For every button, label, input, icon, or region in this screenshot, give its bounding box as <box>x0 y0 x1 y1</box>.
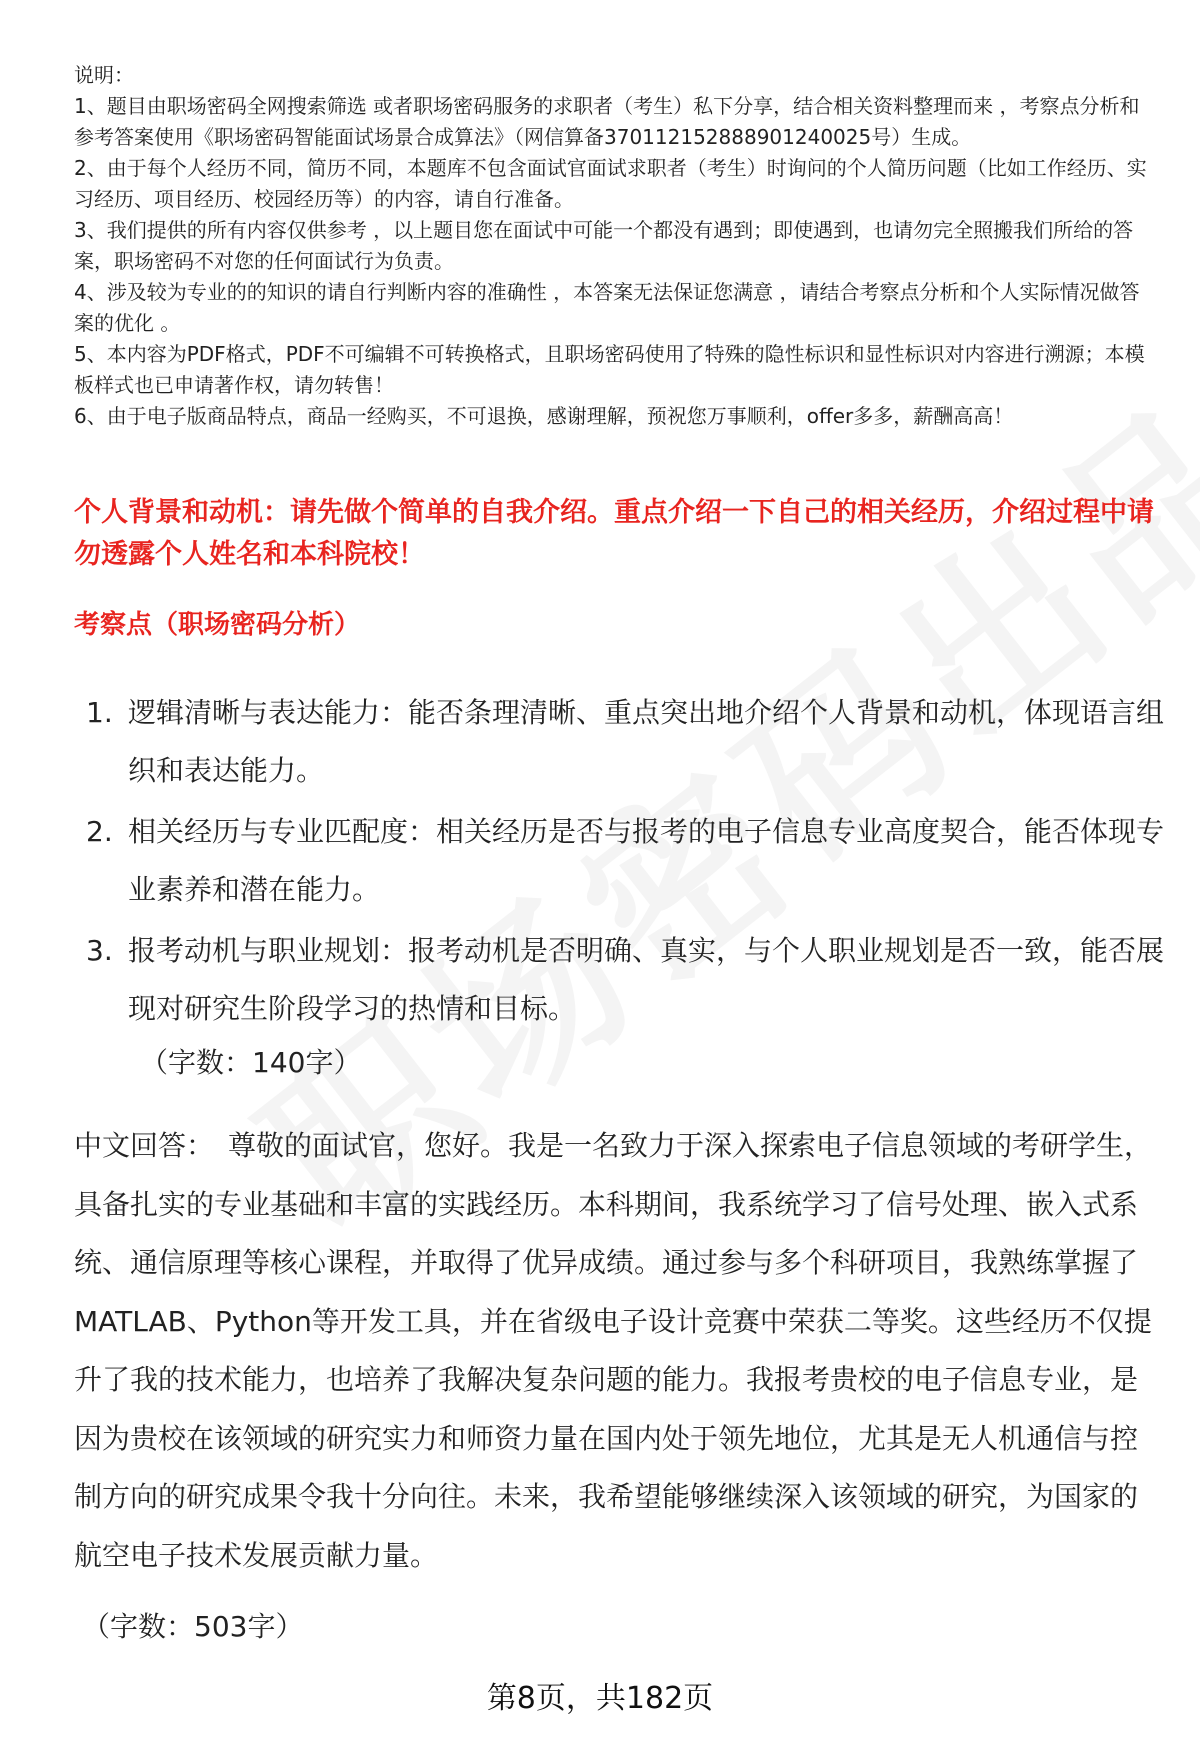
analysis-point <box>74 803 1164 919</box>
notes-section <box>74 60 1154 432</box>
analysis-point <box>74 684 1164 800</box>
analysis-word-count: （字数：140字） <box>140 1046 362 1079</box>
answer-label: 中文回答： <box>74 1129 215 1162</box>
answer-text: 尊敬的面试官，您好。我是一名致力于深入探索电子信息领域的考研学生，具备扎实的专业基础和丰富的实践经历。本科期间，我系统学习了信号处理、嵌入式系统、通信原理等核心课程，并取得了优异成绩。通过参与多个科研项目，我熟练掌握了MATLAB、Python等开发工具，并在省级电子设计竞赛中荣获二等奖。这些经历不仅提升了我的技术能力，也培养了我解决复杂问题的能力。我报考贵校的电子信息专业，是因为贵校在该领域的研究实力和师资力量在国内处于领先地位，尤其是无人机通信与控制方向的研究成果令我十分向往。未来，我希望能够继续深入该领域的研究，为国家的航空电子技术发展贡献力量。 <box>74 1129 1153 1572</box>
note-item: 5、本内容为PDF格式，PDF不可编辑不可转换格式，且职场密码使用了特殊的隐性标识和显性标识对内容进行溯源；本模板样式也已申请著作权，请勿转售！ <box>74 342 1145 397</box>
page-number: 第8页，共182页 <box>486 1681 714 1716</box>
answer-paragraph <box>74 1117 1164 1585</box>
point-text: 报考动机与职业规划：报考动机是否明确、真实，与个人职业规划是否一致，能否展现对研究生阶段学习的热情和目标。 <box>128 934 1165 1025</box>
point-number: 3. <box>86 934 113 967</box>
answer-word-count: （字数：503字） <box>82 1610 304 1643</box>
point-number: 2. <box>86 815 113 848</box>
analysis-points <box>74 684 1164 1041</box>
point-number: 1. <box>86 696 113 729</box>
point-text: 逻辑清晰与表达能力：能否条理清晰、重点突出地介绍个人背景和动机，体现语言组织和表达能力。 <box>128 696 1165 787</box>
point-text: 相关经历与专业匹配度：相关经历是否与报考的电子信息专业高度契合，能否体现专业素养和潜在能力。 <box>128 815 1165 906</box>
note-item: 4、涉及较为专业的的知识的请自行判断内容的准确性 ，本答案无法保证您满意 ，请结合考察点分析和个人实际情况做答案的优化 。 <box>74 280 1140 335</box>
interview-question: 个人背景和动机：请先做个简单的自我介绍。重点介绍一下自己的相关经历，介绍过程中请勿透露个人姓名和本科院校！ <box>74 497 1154 570</box>
note-item: 1、题目由职场密码全网搜索筛选 或者职场密码服务的求职者（考生）私下分享，结合相关资料整理而来 ，考察点分析和参考答案使用《职场密码智能面试场景合成算法》（网信算备370112152888901240025号）生成。 <box>74 94 1140 149</box>
note-item: 3、我们提供的所有内容仅供参考 ，以上题目您在面试中可能一个都没有遇到；即使遇到，也请勿完全照搬我们所给的答案，职场密码不对您的任何面试行为负责。 <box>74 218 1134 273</box>
note-item: 2、由于每个人经历不同，简历不同，本题库不包含面试官面试求职者（考生）时询问的个人简历问题（比如工作经历、实习经历、项目经历、校园经历等）的内容，请自行准备。 <box>74 156 1147 211</box>
notes-heading: 说明： <box>74 63 134 87</box>
note-item: 6、由于电子版商品特点，商品一经购买，不可退换，感谢理解，预祝您万事顺利，offer多多，薪酬高高！ <box>74 404 1014 428</box>
analysis-title: 考察点（职场密码分析） <box>74 610 361 640</box>
analysis-point <box>74 922 1164 1038</box>
